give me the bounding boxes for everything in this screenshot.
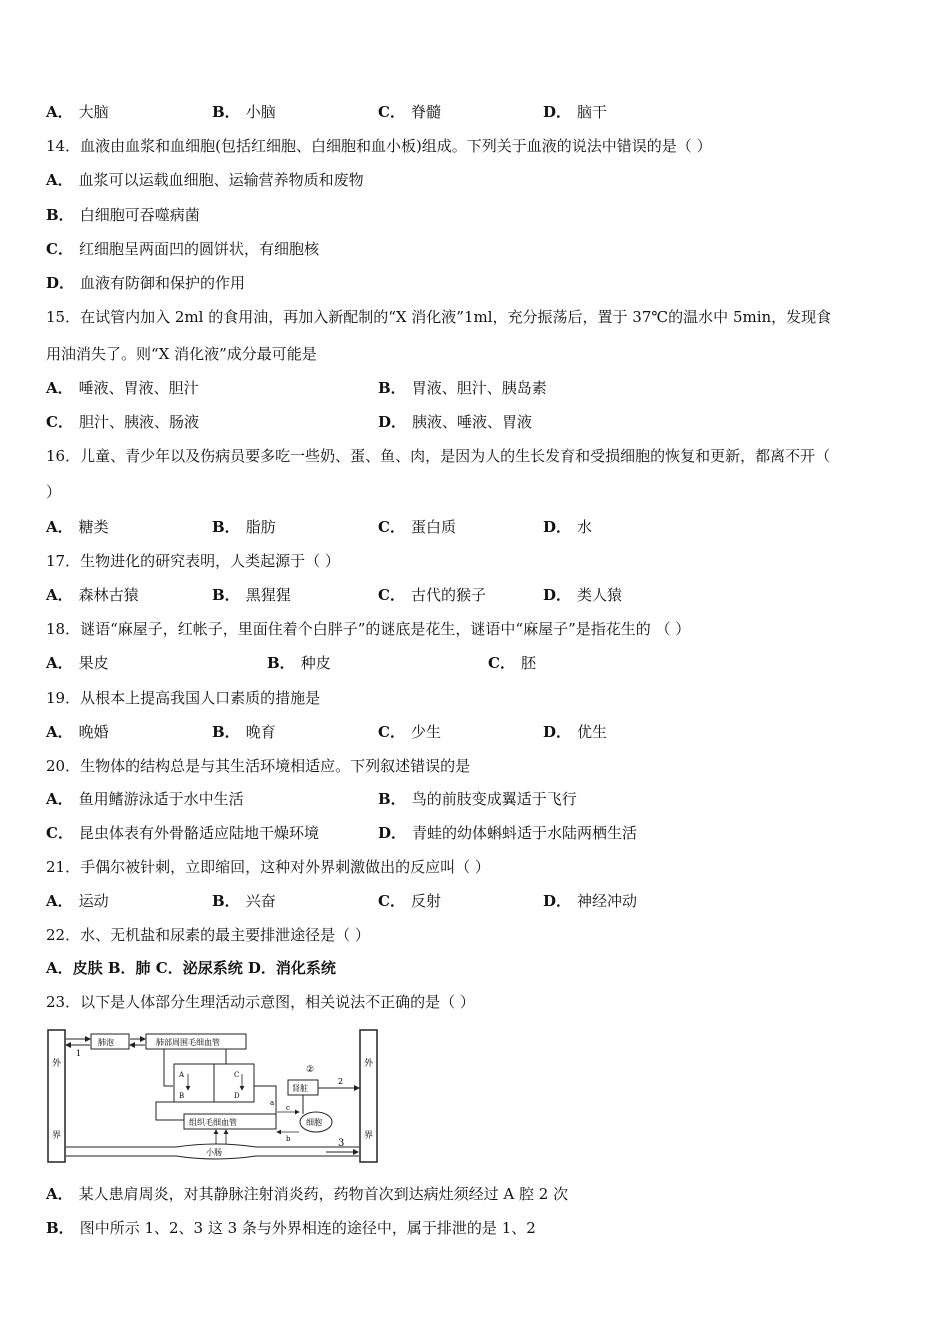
q15-option-d: D． 胰液、唾液、胃液 [378, 413, 533, 431]
q15-option-a: A． 唾液、胃液、胆汁 [46, 379, 199, 397]
alveoli-label: 肺泡 [98, 1038, 114, 1047]
pulmonary-vein-line [164, 1049, 173, 1086]
q16-stem-line1: 16．儿童、青少年以及伤病员要多吃一些奶、蛋、鱼、肉，是因为人的生长发育和受损细胞的恢复和更新，都离不开（ [46, 447, 831, 465]
q19-option-d: D． 优生 [543, 723, 608, 741]
q15-option-c: C． 胆汁、胰液、肠液 [46, 413, 199, 431]
route-3-label: 3 [338, 1138, 345, 1149]
vena-cava-line [156, 1102, 184, 1120]
q13-option-b: B． 小脑 [212, 103, 276, 121]
q18-stem: 18．谜语“麻屋子，红帐子，里面住着个白胖子”的谜底是花生，谜语中“麻屋子”是指花生的 （ ） [46, 620, 691, 638]
kidney-label: 肾脏 [292, 1084, 308, 1093]
label-c: c [286, 1104, 290, 1112]
q21-option-b: B． 兴奋 [212, 892, 276, 910]
right-outer-wall [360, 1030, 377, 1162]
q17-stem: 17．生物进化的研究表明，人类起源于（ ） [46, 552, 340, 570]
intestine-label: 小肠 [206, 1148, 222, 1157]
q14-option-b: B． 白细胞可吞噬病菌 [46, 206, 200, 224]
q20-option-b: B． 鸟的前肢变成翼适于飞行 [378, 790, 577, 808]
physiology-diagram [46, 1028, 381, 1166]
route-circled-2-label: ② [306, 1065, 315, 1075]
left-outer-wall [48, 1030, 65, 1162]
q16-option-c: C． 蛋白质 [378, 518, 456, 536]
right-wall-top-label: 外 [364, 1059, 374, 1069]
q16-option-a: A． 糖类 [46, 518, 109, 536]
q21-stem: 21．手偶尔被针刺，立即缩回，这种对外界刺激做出的反应叫（ ） [46, 858, 490, 876]
q19-stem: 19．从根本上提高我国人口素质的措施是 [46, 689, 321, 707]
q23-option-b: B． 图中所示 1、2、3 这 3 条与外界相连的途径中，属于排泄的是 1、2 [46, 1219, 536, 1237]
q17-option-b: B． 黑猩猩 [212, 586, 291, 604]
label-b: b [286, 1135, 291, 1143]
q21-option-c: C． 反射 [378, 892, 441, 910]
route-2-label: 2 [338, 1077, 344, 1086]
q21-option-d: D． 神经冲动 [543, 892, 638, 910]
q14-option-c: C． 红细胞呈两面凹的圆饼状，有细胞核 [46, 240, 319, 258]
q20-option-d: D． 青蛙的幼体蝌蚪适于水陆两栖生活 [378, 824, 638, 842]
q18-option-c: C． 胚 [488, 654, 536, 672]
left-wall-top-label: 外 [52, 1059, 62, 1069]
q18-option-b: B． 种皮 [267, 654, 331, 672]
q19-option-c: C． 少生 [378, 723, 441, 741]
q14-option-a: A． 血浆可以运载血细胞、运输营养物质和废物 [46, 171, 364, 189]
q19-option-b: B． 晚育 [212, 723, 276, 741]
q16-stem-line2: ） [46, 483, 62, 501]
q19-option-a: A． 晚婚 [46, 723, 109, 741]
q20-option-c: C． 昆虫体表有外骨骼适应陆地干燥环境 [46, 824, 319, 842]
tissue-capillary-label: 组织毛细血管 [189, 1118, 237, 1127]
right-wall-bottom-label: 界 [364, 1131, 374, 1141]
q22-stem: 22．水、无机盐和尿素的最主要排泄途径是（ ） [46, 926, 370, 944]
q15-stem-line1: 15．在试管内加入 2ml 的食用油，再加入新配制的“X 消化液”1ml，充分振荡后，置于 37℃的温水中 5min，发现食 [46, 308, 832, 326]
q13-option-a: A． 大脑 [46, 103, 109, 121]
label-a: a [270, 1099, 275, 1107]
q15-option-b: B． 胃液、胆汁、胰岛素 [378, 379, 547, 397]
q13-option-c: C． 脊髓 [378, 103, 441, 121]
q18-option-a: A． 果皮 [46, 654, 109, 672]
q17-option-d: D． 类人猿 [543, 586, 623, 604]
q20-stem: 20．生物体的结构总是与其生活环境相适应。下列叙述错误的是 [46, 757, 471, 775]
q23-option-a: A． 某人患肩周炎，对其静脉注射消炎药，药物首次到达病灶须经过 A 腔 2 次 [46, 1185, 569, 1203]
chamber-d-label: D [234, 1092, 240, 1100]
chamber-c-label: C [234, 1071, 240, 1079]
q21-option-a: A． 运动 [46, 892, 109, 910]
q14-option-d: D． 血液有防御和保护的作用 [46, 274, 246, 292]
chamber-a-label: A [179, 1071, 185, 1079]
left-wall-bottom-label: 界 [52, 1131, 62, 1141]
q17-option-c: C． 古代的猴子 [378, 586, 486, 604]
lung-capillary-label: 肺部周围毛细血管 [156, 1038, 220, 1047]
cell-label: 细胞 [306, 1118, 322, 1127]
q17-option-a: A． 森林古猿 [46, 586, 139, 604]
q13-option-d: D． 脑干 [543, 103, 608, 121]
q23-stem: 23．以下是人体部分生理活动示意图，相关说法不正确的是（ ） [46, 993, 475, 1011]
q15-stem-line2: 用油消失了。则“X 消化液”成分最可能是 [46, 345, 317, 363]
q22-options: A．皮肤 B．肺 C．泌尿系统 D．消化系统 [46, 959, 336, 977]
intestine-top-wall [66, 1144, 359, 1147]
chamber-b-label: B [179, 1092, 185, 1100]
q16-option-b: B． 脂肪 [212, 518, 276, 536]
route-1-label: 1 [76, 1049, 82, 1058]
physiology-diagram-svg [46, 1028, 381, 1166]
q20-option-a: A． 鱼用鳍游泳适于水中生活 [46, 790, 244, 808]
q16-option-d: D． 水 [543, 518, 593, 536]
q14-stem: 14．血液由血浆和血细胞(包括红细胞、白细胞和血小板)组成。下列关于血液的说法中错误的是（ ） [46, 137, 712, 155]
